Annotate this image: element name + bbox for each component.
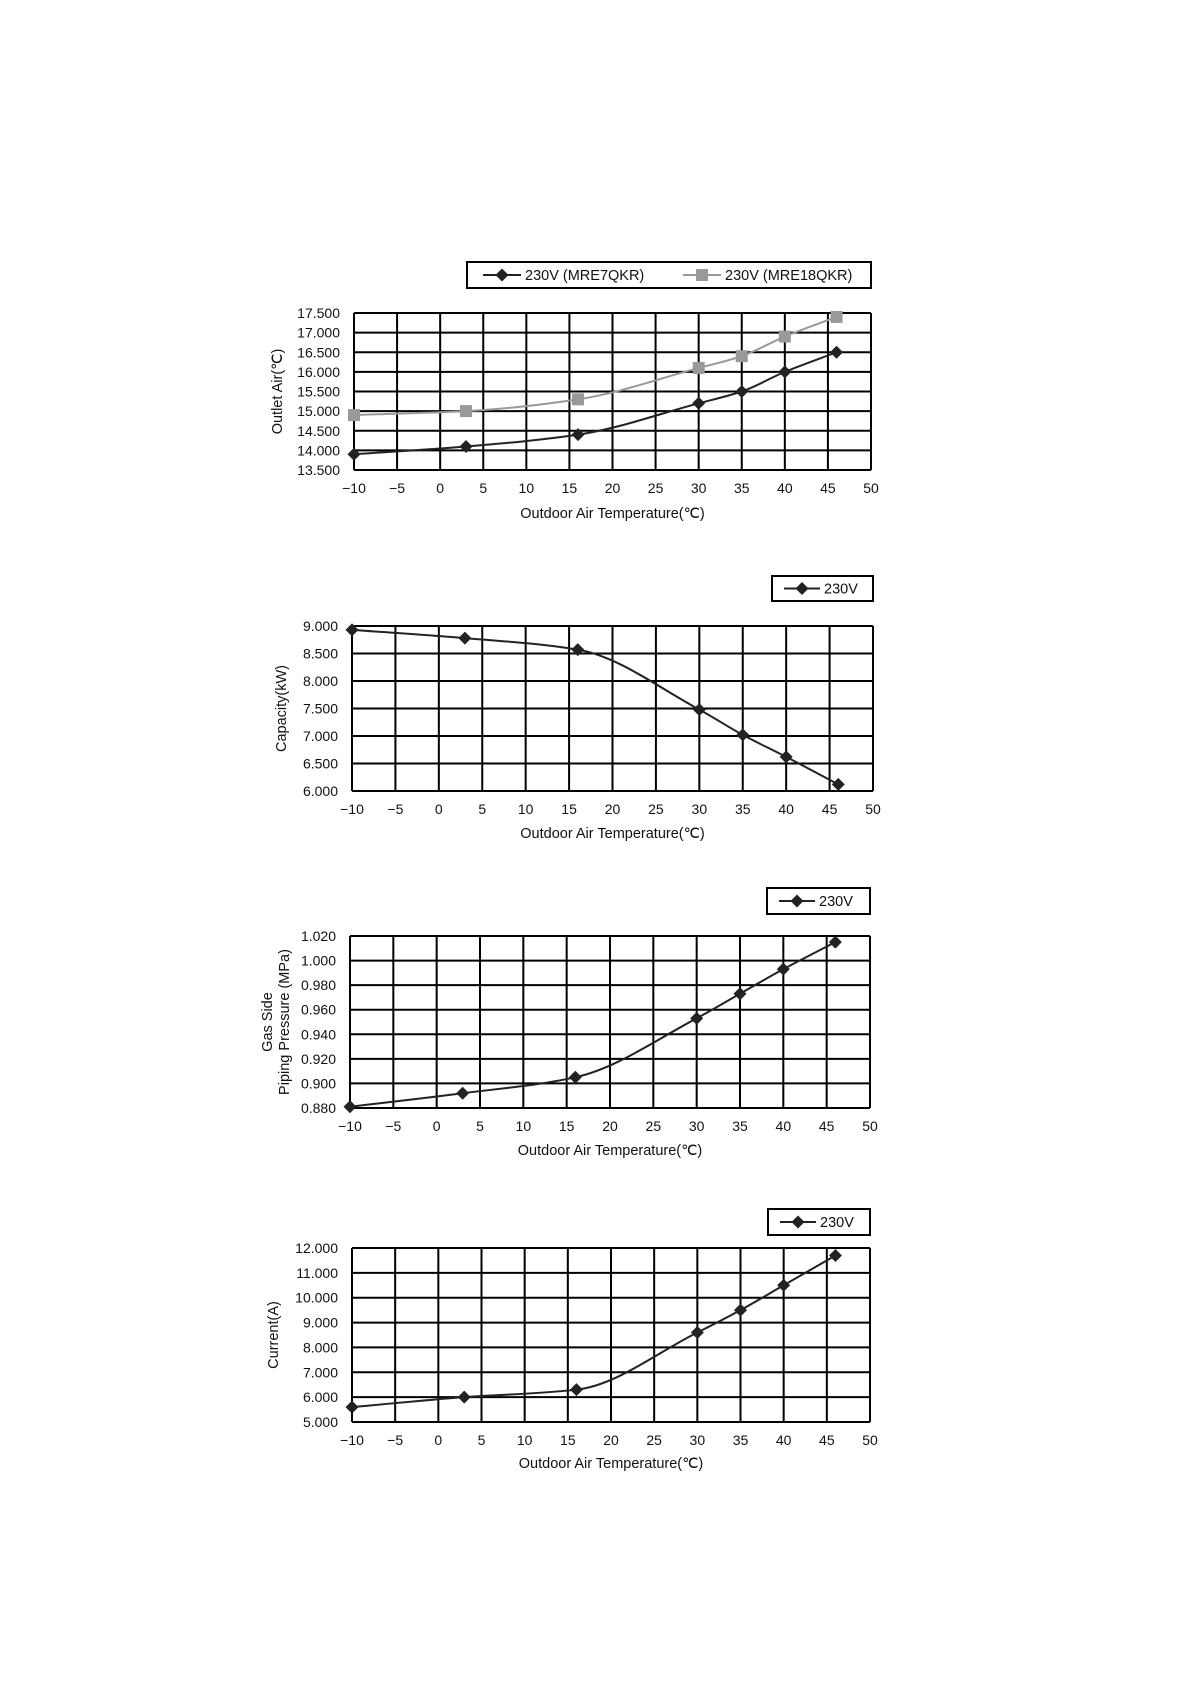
x-tick-label: −10 [342, 480, 366, 496]
x-tick-label: 45 [818, 1118, 835, 1134]
data-point [458, 1391, 471, 1404]
data-point [691, 1326, 704, 1339]
x-tick-label: 25 [646, 1432, 662, 1448]
x-tick-label: 20 [604, 480, 621, 496]
chart-4 [266, 1209, 878, 1472]
y-tick-label: 11.000 [296, 1264, 338, 1281]
x-tick-label: 0 [436, 480, 445, 496]
legend-label: 230V [819, 894, 853, 910]
legend [772, 576, 873, 601]
data-point [346, 1401, 359, 1414]
y-tick-label: 14.000 [297, 442, 340, 459]
series-line [354, 352, 837, 454]
y-tick-label: 0.980 [300, 977, 336, 994]
y-tick-label: 1.000 [300, 952, 336, 969]
data-point [348, 409, 360, 421]
legend-marker [696, 269, 708, 281]
data-point [460, 405, 472, 417]
x-tick-label: 15 [560, 1432, 576, 1448]
x-tick-label: 0 [432, 1118, 441, 1134]
x-tick-label: 45 [821, 801, 838, 817]
x-tick-label: 20 [602, 1118, 618, 1134]
y-tick-label: 12.000 [295, 1240, 338, 1256]
x-tick-label: 35 [732, 1118, 748, 1134]
y-tick-label: 1.020 [300, 928, 336, 944]
y-tick-label: 9.000 [302, 1314, 338, 1331]
series-line [350, 942, 835, 1107]
y-tick-label: 0.960 [300, 1001, 336, 1018]
y-tick-label: 0.940 [300, 1026, 336, 1043]
x-tick-label: 20 [603, 1432, 619, 1448]
x-tick-label: 45 [819, 1432, 835, 1448]
data-point [780, 750, 793, 763]
x-tick-label: 5 [477, 1432, 486, 1448]
x-tick-label: 0 [434, 801, 443, 817]
x-axis-label: Outdoor Air Temperature(℃) [517, 1143, 703, 1159]
x-tick-label: −5 [389, 480, 406, 496]
data-point [779, 331, 791, 343]
x-tick-label: 10 [517, 801, 534, 817]
x-tick-label: 5 [479, 480, 488, 496]
legend-label: 230V [824, 581, 858, 598]
y-tick-label: 16.500 [297, 344, 340, 361]
data-point [777, 1279, 790, 1292]
y-tick-label: 8.000 [302, 673, 338, 689]
y-tick-label: 15.000 [297, 403, 340, 420]
legend-label: 230V (MRE18QKR) [725, 268, 853, 284]
x-tick-label: 30 [691, 801, 708, 817]
data-point [777, 963, 790, 976]
x-tick-label: 50 [863, 480, 879, 496]
x-tick-label: 30 [690, 480, 707, 496]
y-tick-label: 8.500 [302, 645, 338, 662]
x-tick-label: 25 [645, 1118, 662, 1134]
chart-2 [274, 576, 881, 842]
y-tick-label: 6.000 [302, 1389, 338, 1406]
y-tick-label: 0.900 [300, 1075, 336, 1092]
y-tick-label: 13.500 [297, 462, 340, 478]
legend [767, 888, 870, 914]
x-tick-label: 40 [777, 480, 793, 496]
x-axis-label: Outdoor Air Temperature(℃) [520, 826, 705, 842]
series-2 [348, 311, 843, 421]
y-tick-label: 7.000 [302, 728, 338, 744]
x-tick-label: 40 [778, 801, 794, 817]
data-point [830, 346, 843, 359]
x-tick-label: 50 [862, 1118, 878, 1134]
data-point [832, 778, 845, 791]
y-tick-label: 6.500 [302, 755, 338, 772]
data-point [736, 350, 748, 362]
data-point [693, 362, 705, 374]
data-point [690, 1012, 703, 1025]
series-1 [348, 346, 844, 461]
chart-3 [260, 888, 878, 1159]
x-tick-label: 10 [516, 1432, 533, 1448]
x-tick-label: 15 [558, 1118, 575, 1134]
y-tick-label: 7.000 [302, 1364, 338, 1381]
y-tick-label: 17.500 [297, 305, 340, 321]
data-point [778, 365, 791, 378]
series-1 [344, 936, 842, 1114]
y-tick-label: 16.000 [297, 363, 340, 380]
y-tick-label: 6.000 [302, 783, 338, 799]
x-tick-label: 5 [476, 1118, 484, 1134]
y-tick-label: 10.000 [295, 1289, 338, 1306]
x-axis-label: Outdoor Air Temperature(℃) [520, 506, 705, 522]
y-axis-label: Piping Pressure (MPa) [277, 949, 293, 1095]
data-point [734, 1304, 747, 1317]
data-point [829, 1249, 842, 1262]
series-1 [346, 623, 845, 791]
x-tick-label: 35 [734, 801, 751, 817]
y-tick-label: 14.500 [297, 422, 340, 439]
x-tick-label: 45 [820, 480, 836, 496]
x-tick-label: 5 [478, 801, 487, 817]
legend [467, 262, 871, 288]
x-tick-label: 50 [862, 1432, 878, 1448]
data-point [570, 1383, 583, 1396]
x-tick-label: −5 [387, 1432, 404, 1448]
x-tick-label: 15 [561, 480, 578, 496]
y-tick-label: 0.880 [300, 1100, 336, 1116]
x-tick-label: −10 [340, 801, 364, 817]
x-tick-label: 50 [865, 801, 881, 817]
y-axis-label: Current(A) [266, 1301, 282, 1369]
x-tick-label: 35 [733, 480, 750, 496]
legend-label: 230V [820, 1215, 854, 1231]
x-tick-label: 30 [689, 1432, 706, 1448]
y-tick-label: 15.500 [297, 383, 340, 400]
x-tick-label: 10 [515, 1118, 532, 1134]
x-tick-label: 40 [775, 1118, 792, 1134]
y-tick-label: 9.000 [302, 618, 338, 634]
data-point [829, 936, 842, 949]
x-tick-label: 40 [775, 1432, 792, 1448]
data-point [692, 397, 705, 410]
x-tick-label: −10 [340, 1432, 364, 1448]
x-tick-label: 20 [604, 801, 621, 817]
x-tick-label: 25 [648, 801, 664, 817]
y-axis-label: Capacity(kW) [274, 664, 290, 753]
y-axis-label: Outlet Air(℃) [270, 348, 286, 435]
x-tick-label: 35 [732, 1432, 749, 1448]
x-tick-label: 10 [518, 480, 535, 496]
data-point [572, 393, 584, 405]
legend-label: 230V (MRE7QKR) [525, 268, 645, 284]
x-tick-label: 0 [434, 1432, 443, 1448]
x-tick-label: −5 [385, 1118, 402, 1134]
data-point [456, 1087, 469, 1100]
y-tick-label: 7.500 [302, 700, 338, 717]
y-tick-label: 5.000 [302, 1414, 338, 1430]
series-line [352, 1255, 835, 1407]
y-axis-label: Gas Side [260, 992, 276, 1052]
data-point [734, 987, 747, 1000]
x-tick-label: 30 [688, 1118, 705, 1134]
x-tick-label: −5 [387, 801, 404, 817]
y-tick-label: 0.920 [300, 1050, 336, 1067]
x-axis-label: Outdoor Air Temperature(℃) [518, 1456, 704, 1472]
y-tick-label: 8.000 [302, 1339, 338, 1356]
legend [768, 1209, 870, 1235]
data-point [831, 311, 843, 323]
data-point [569, 1071, 582, 1084]
data-point [458, 632, 471, 645]
x-tick-label: −10 [338, 1118, 362, 1134]
data-point [693, 703, 706, 716]
data-point [736, 728, 749, 741]
data-point [735, 385, 748, 398]
y-tick-label: 17.000 [297, 324, 340, 341]
x-tick-label: 25 [647, 480, 664, 496]
chart-1 [270, 262, 879, 522]
data-point [344, 1100, 357, 1113]
x-tick-label: 15 [561, 801, 577, 817]
